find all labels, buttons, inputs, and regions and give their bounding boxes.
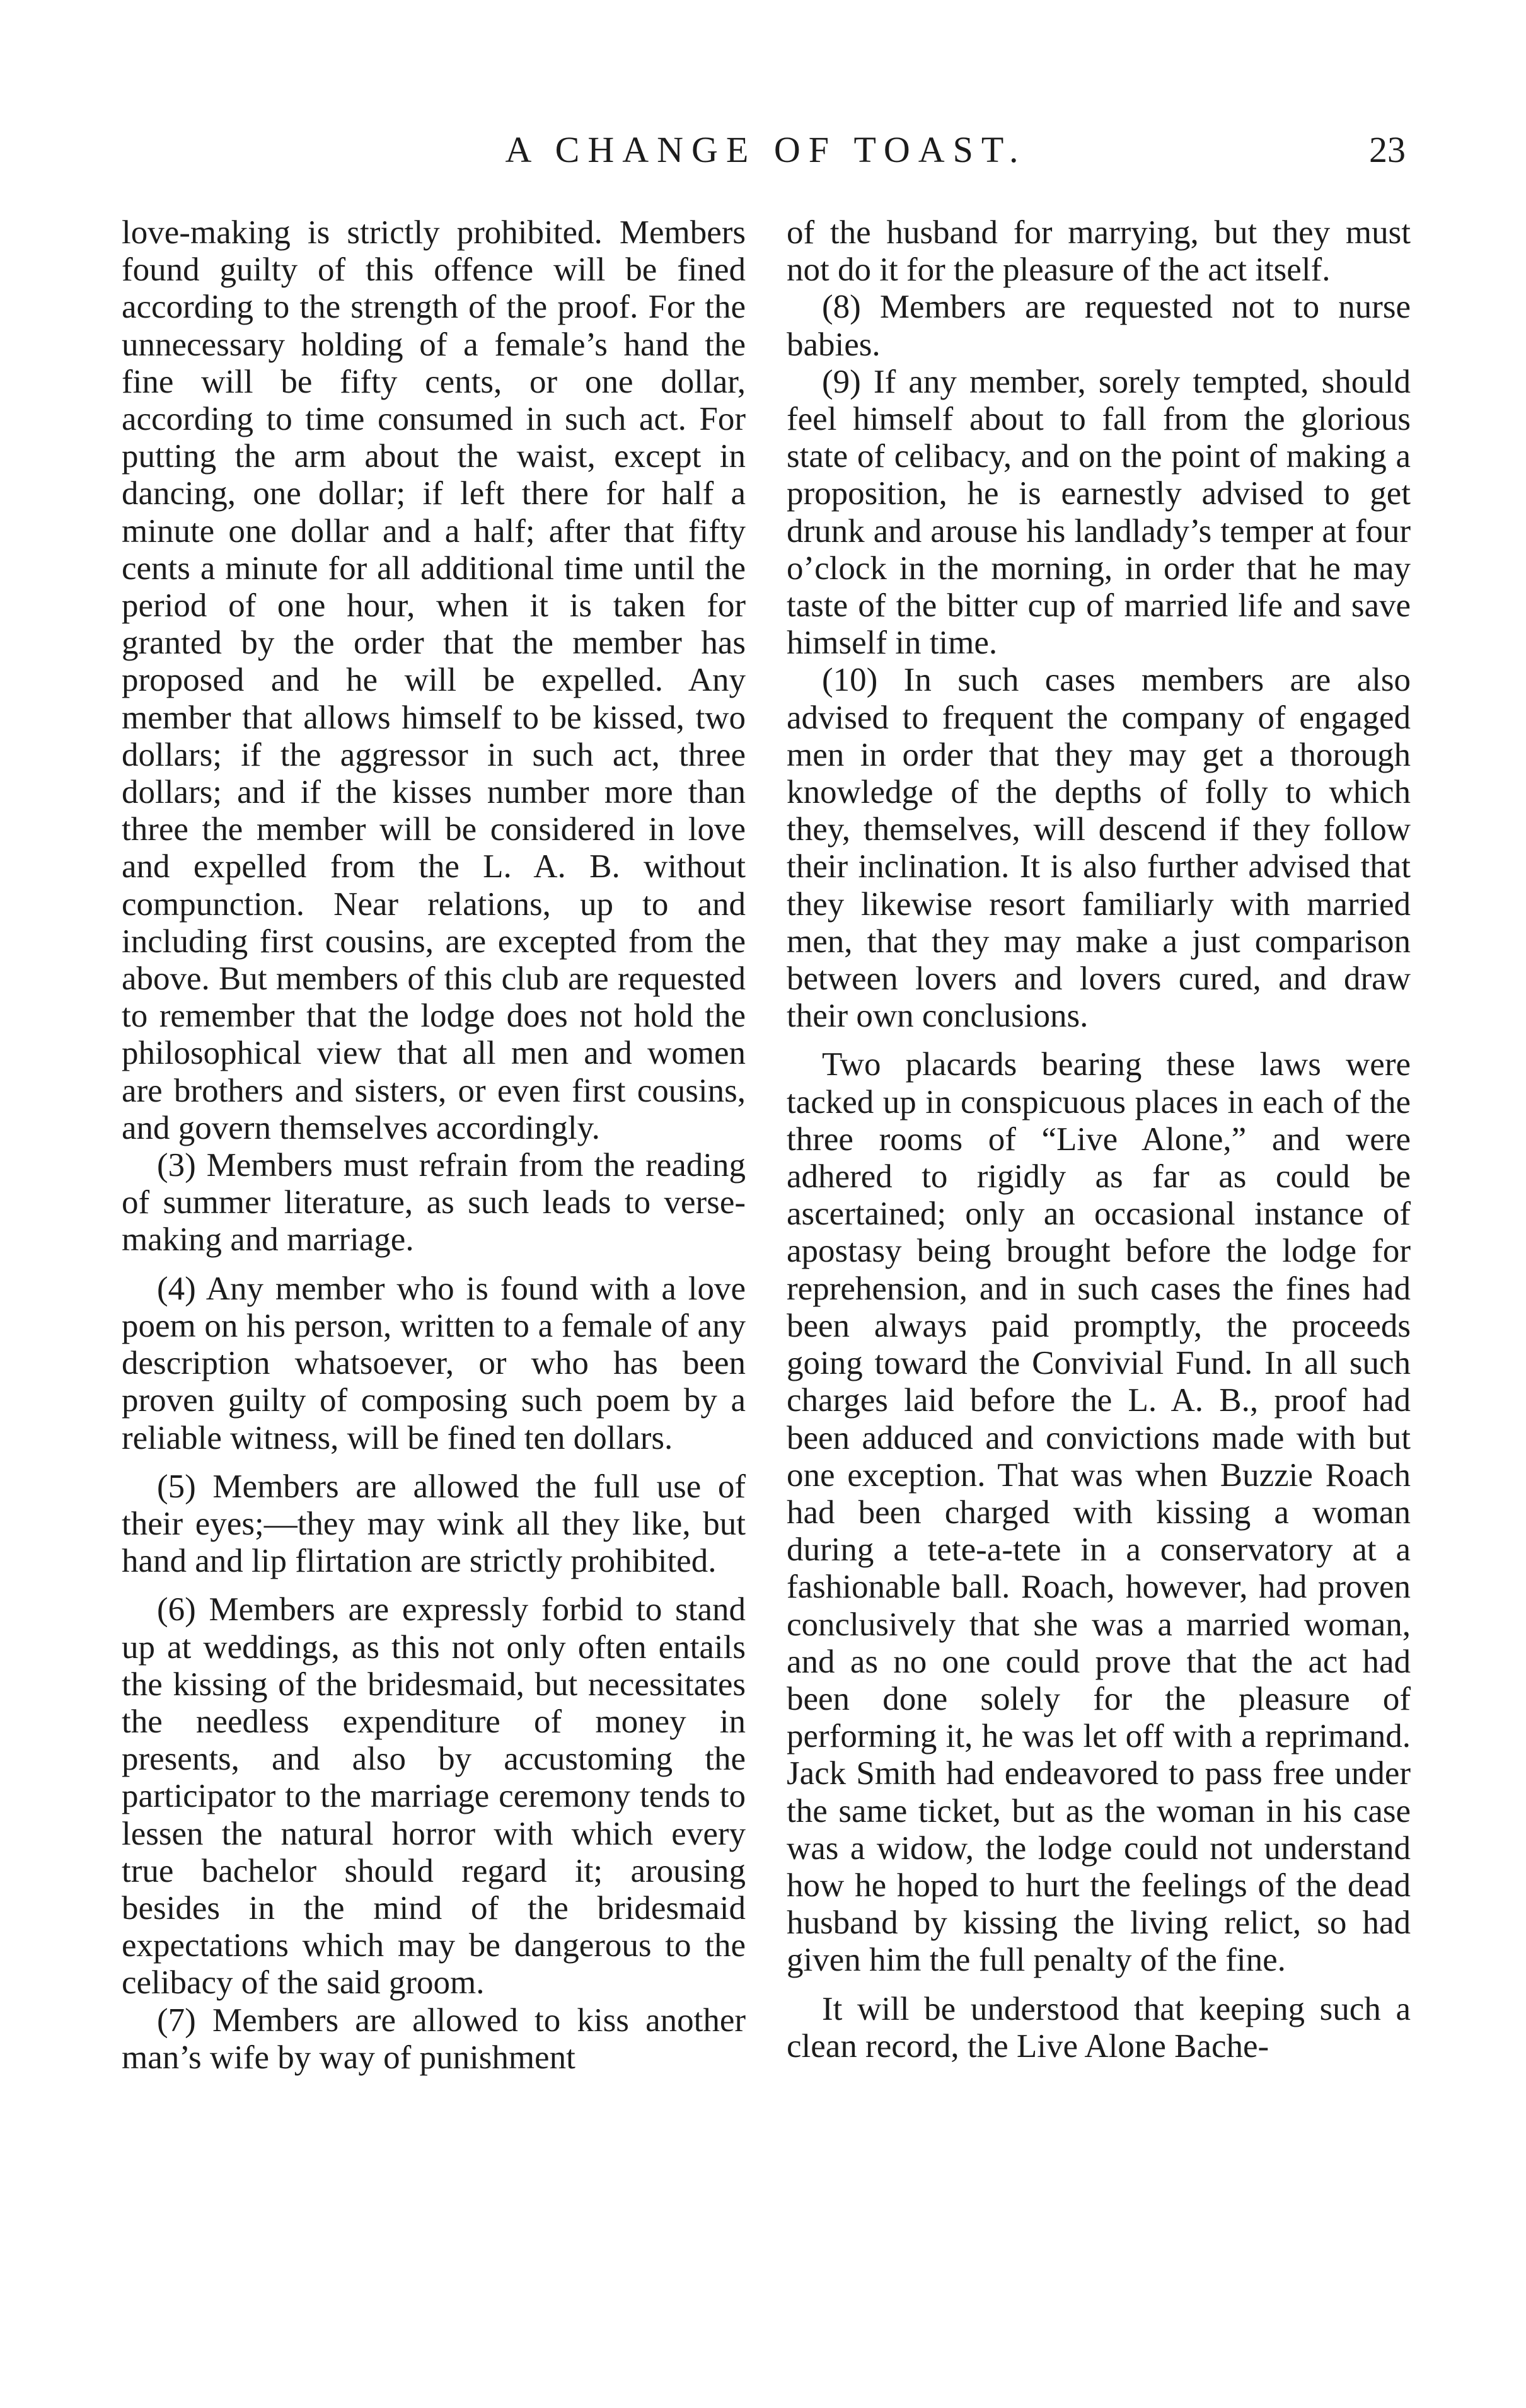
paragraph: (5) Members are allowed the full use of their eyes;—they may wink all they like, but hand and lip flirtation are strictly prohibited. bbox=[122, 1468, 746, 1580]
paragraph: (7) Members are allowed to kiss another man’s wife by way of punishment bbox=[122, 2002, 746, 2076]
paragraph: (8) Members are requested not to nurse babies. bbox=[787, 289, 1411, 363]
page-header bbox=[120, 125, 1412, 175]
paragraph: of the husband for marrying, but they must not do it for the pleasure of the act itself. bbox=[787, 214, 1411, 289]
paragraph: love-making is strictly prohibited. Members found guilty of this offence will be fined according to the strength of the proof. For the unnecessary holding of a female’s hand the fine will be fifty cents, or one dollar, according to time consumed in such act. For putting the arm about the waist, except in dancing, one dollar; if left there for half a minute one dollar and a half; after that fifty cents a minute for all additional time until the period of one hour, when it is taken for granted by the order that the member has proposed and he will be expelled. Any member that allows himself to be kissed, two dollars; if the aggressor in such act, three dollars; and if the kisses number more than three the member will be considered in love and expelled from the L. A. B. without compunction. Near relations, up to and including first cousins, are excepted from the above. But members of this club are requested to remember that the lodge does not hold the philosophical view that all men and women are brothers and sisters, or even first cousins, and govern themselves accordingly. bbox=[122, 214, 746, 1146]
paragraph: (6) Members are expressly forbid to stand up at weddings, as this not only often entails the kissing of the bridesmaid, but necessitates the needless expenditure of money in presents, and also by accustoming the participator to the marriage ceremony tends to lessen the natural horror with which every true bachelor should regard it; arousing besides in the mind of the bridesmaid expectations which may be dangerous to the celibacy of the said groom. bbox=[122, 1591, 746, 2002]
running-title: A CHANGE OF TOAST. bbox=[505, 129, 1027, 170]
page-number: 23 bbox=[1369, 129, 1406, 170]
paragraph: It will be understood that keeping such a clean record, the Live Alone Bache- bbox=[787, 1990, 1411, 2065]
paragraph: (3) Members must refrain from the reading of summer literature, as such leads to verse-making and marriage. bbox=[122, 1147, 746, 1259]
right-column bbox=[787, 214, 1411, 2065]
left-column bbox=[122, 214, 746, 2077]
paragraph: (9) If any member, sorely tempted, should feel himself about to fall from the glorious state of celibacy, and on the point of making a proposition, he is earnestly advised to get drunk and arouse his landlady’s temper at four o’clock in the morning, in order that he may taste of the bitter cup of married life and save himself in time. bbox=[787, 363, 1411, 662]
paragraph: Two placards bearing these laws were tacked up in conspicuous places in each of the three rooms of “Live Alone,” and were adhered to rigidly as far as could be ascertained; only an occasional instance of apostasy being brought before the lodge for reprehension, and in such cases the fines had been always paid promptly, the proceeds going toward the Convivial Fund. In all such charges laid before the L. A. B., proof had been adduced and convictions made with but one exception. That was when Buzzie Roach had been charged with kissing a woman during a tete-a-tete in a conservatory at a fashionable ball. Roach, however, had proven conclusively that she was a married woman, and as no one could prove that the act had been done solely for the pleasure of performing it, he was let off with a reprimand. Jack Smith had endeavored to pass free under the same ticket, but as the woman in his case was a widow, the lodge could not understand how he hoped to hurt the feelings of the dead husband by kissing the living relict, so had given him the full penalty of the fine. bbox=[787, 1046, 1411, 1979]
paragraph: (10) In such cases members are also advised to frequent the company of engaged men in order that they may get a thorough knowledge of the depths of folly to which they, themselves, will descend if they follow their inclination. It is also further advised that they likewise resort familiarly with married men, that they may make a just comparison between lovers and lovers cured, and draw their own conclusions. bbox=[787, 662, 1411, 1035]
paragraph: (4) Any member who is found with a love poem on his person, written to a female of any description whatsoever, or who has been proven guilty of composing such poem by a reliable witness, will be fined ten dollars. bbox=[122, 1270, 746, 1456]
